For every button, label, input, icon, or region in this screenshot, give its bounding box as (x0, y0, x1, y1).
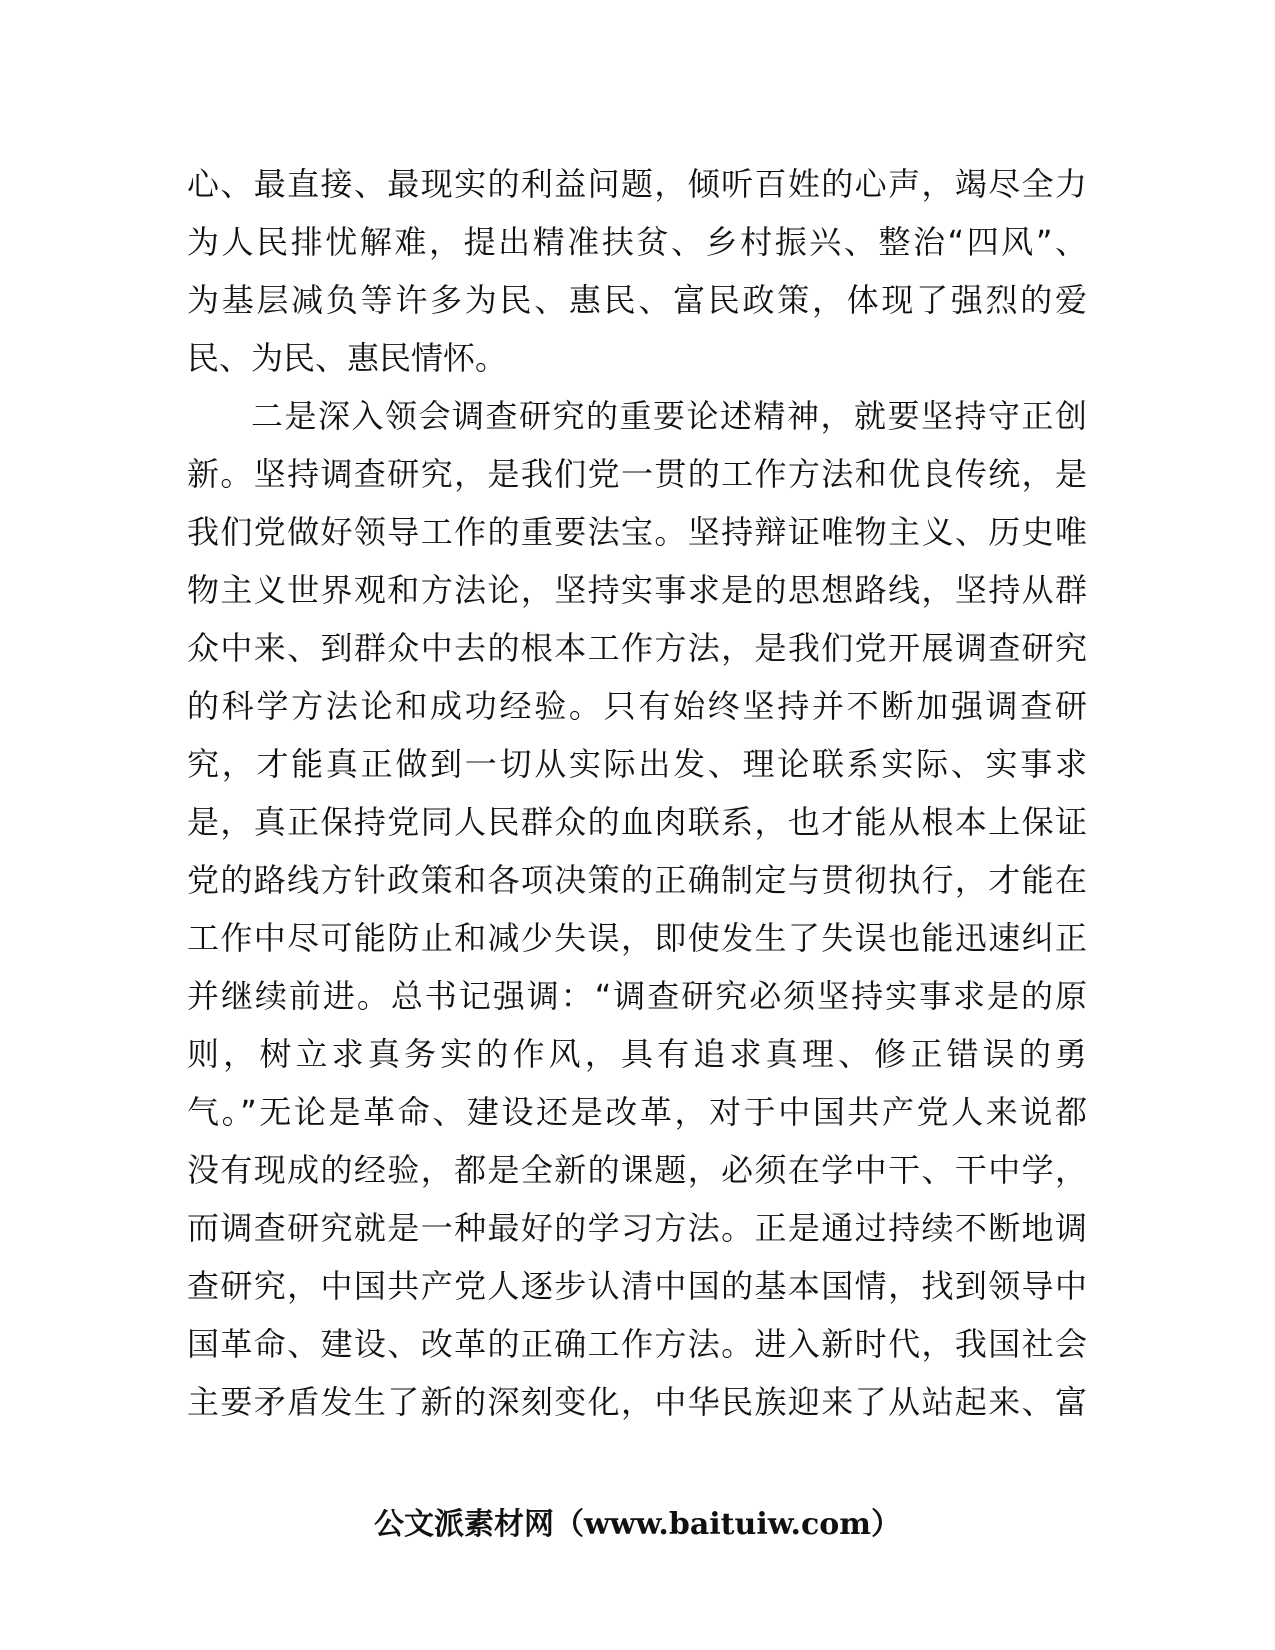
paragraph-1-line-1: 心、最直接、最现实的利益问题，倾听百姓的心声，竭尽全力 (187, 165, 1087, 203)
paragraph-1-line-2: 为人民排忧解难，提出精准扶贫、乡村振兴、整治“四风”、 (187, 223, 1087, 261)
paragraph-2-line-16: 查研究，中国共产党人逐步认清中国的基本国情，找到领导中 (187, 1267, 1087, 1305)
paragraph-2-line-5: 众中来、到群众中去的根本工作方法，是我们党开展调查研究 (187, 629, 1087, 667)
paragraph-2-line-6: 的科学方法论和成功经验。只有始终坚持并不断加强调查研 (187, 687, 1087, 725)
paragraph-2-line-11: 并继续前进。总书记强调：“调查研究必须坚持实事求是的原 (187, 977, 1087, 1015)
paragraph-2-line-12: 则，树立求真务实的作风，具有追求真理、修正错误的勇 (187, 1035, 1087, 1073)
paragraph-2-line-18: 主要矛盾发生了新的深刻变化，中华民族迎来了从站起来、富 (187, 1383, 1087, 1421)
paragraph-1-line-4: 民、为民、惠民情怀。 (187, 339, 508, 377)
document-body (187, 155, 1087, 1431)
paragraph-1-line-3: 为基层减负等许多为民、惠民、富民政策，体现了强烈的爱 (187, 281, 1087, 319)
paragraph-2-line-4: 物主义世界观和方法论，坚持实事求是的思想路线，坚持从群 (187, 571, 1087, 609)
paragraph-2-line-13: 气。”无论是革命、建设还是改革，对于中国共产党人来说都 (187, 1093, 1087, 1131)
paragraph-2-line-3: 我们党做好领导工作的重要法宝。坚持辩证唯物主义、历史唯 (187, 513, 1087, 551)
paragraph-2-line-7: 究，才能真正做到一切从实际出发、理论联系实际、实事求 (187, 745, 1087, 783)
paragraph-2-line-8: 是，真正保持党同人民群众的血肉联系，也才能从根本上保证 (187, 803, 1087, 841)
paragraph-2-line-14: 没有现成的经验，都是全新的课题，必须在学中干、干中学， (187, 1151, 1087, 1189)
paragraph-2-line-1: 二是深入领会调查研究的重要论述精神，就要坚持守正创 (251, 397, 1087, 435)
paragraph-2-line-17: 国革命、建设、改革的正确工作方法。进入新时代，我国社会 (187, 1325, 1087, 1363)
paragraph-2-line-15: 而调查研究就是一种最好的学习方法。正是通过持续不断地调 (187, 1209, 1087, 1247)
paragraph-2-line-10: 工作中尽可能防止和减少失误，即使发生了失误也能迅速纠正 (187, 919, 1087, 957)
footer-watermark-text: 公文派素材网（www.baituiw.com） (373, 1507, 902, 1542)
paragraph-2-line-2: 新。坚持调查研究，是我们党一贯的工作方法和优良传统，是 (187, 455, 1087, 493)
paragraph-2-line-9: 党的路线方针政策和各项决策的正确制定与贯彻执行，才能在 (187, 861, 1087, 899)
